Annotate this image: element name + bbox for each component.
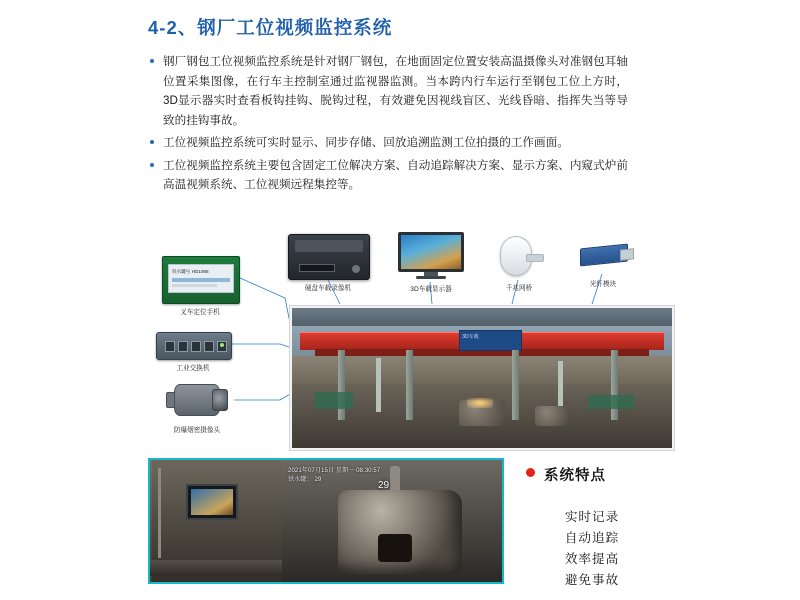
- recorder-lid: [295, 240, 363, 252]
- photo-roof: [292, 308, 672, 326]
- video-timestamp: 2021年07月15日 星期一 08:30:57: [288, 467, 381, 474]
- list-item: 效率提高: [564, 552, 620, 566]
- bridge-arm: [526, 254, 544, 262]
- bullet-list: [148, 52, 628, 198]
- monitoring-screenshot-frame: [148, 458, 504, 584]
- features-list: [526, 507, 666, 591]
- list-item: 工位视频监控系统可实时显示、同步存储、回放追溯监测工位拍摄的工作画面。: [148, 133, 628, 153]
- optical-fiber-module-device: [576, 238, 634, 272]
- forklift-screen-text: 铁水罐号 HD1088: [172, 269, 209, 274]
- photo-crane-cab: [459, 330, 522, 350]
- display-video-preview: [401, 235, 461, 269]
- module-connector: [620, 248, 634, 260]
- control-room-desk: [150, 560, 282, 576]
- photo-column: [338, 350, 345, 420]
- device-caption: 防爆烟密摄像头: [173, 427, 221, 434]
- wireless-bridge-device: [492, 234, 546, 278]
- camera-lens: [212, 389, 228, 411]
- list-item: 钢厂钢包工位视频监控系统是针对钢厂钢包，在地面固定位置安装高温摄像头对准钢包耳轴位置采集图像，在行车主控制室通过监视器监测。当本跨内行车运行至钢包工位上方时，3D显示器实时查看板钩挂钩、脱钩过程，有效避免因视线盲区、光线昏暗、指挥失当等导致的挂钩事故。: [148, 52, 628, 130]
- display-base: [416, 276, 446, 279]
- list-item: 实时记录: [564, 510, 620, 524]
- video-ladle-id: 铁水罐： 29: [288, 476, 322, 483]
- photo-column: [406, 350, 413, 420]
- system-features: [526, 464, 666, 591]
- photo-green-equipment: [315, 392, 353, 409]
- device-caption: 硬盘车载录像机: [304, 285, 352, 292]
- list-item: 自动追踪: [564, 531, 620, 545]
- crane-hall-photo: [290, 306, 674, 450]
- control-room-monitor-screen: [191, 489, 233, 515]
- photo-pipe: [558, 361, 563, 409]
- forklift-terminal-screen: [168, 264, 234, 293]
- photo-column: [611, 350, 618, 420]
- photo-column: [512, 350, 519, 420]
- photo-ladle: [535, 406, 569, 426]
- ladle-camera-view: [282, 460, 502, 582]
- explosion-proof-camera-device: [162, 380, 232, 420]
- display-frame: [398, 232, 464, 272]
- photo-molten-glow: [467, 398, 493, 408]
- recorder-slot: [299, 264, 335, 272]
- screen-bar-secondary: [172, 284, 217, 287]
- device-caption: 叉车定位手机: [180, 309, 220, 316]
- control-room-monitor: [186, 484, 238, 520]
- industrial-switch-device: [156, 332, 232, 360]
- screen-bar-primary: [172, 278, 230, 282]
- system-diagram: [140, 228, 670, 453]
- photo-cab-label: 3D车载: [462, 334, 479, 341]
- switch-led-icon: [220, 343, 224, 347]
- page-title: 4-2、钢厂工位视频监控系统: [148, 17, 393, 38]
- control-room-photo: [150, 460, 282, 582]
- device-caption: 千兆网桥: [505, 285, 533, 292]
- features-title: 系统特点: [526, 464, 666, 485]
- list-item: 工位视频监控系统主要包含固定工位解决方案、自动追踪解决方案、显示方案、内窥式炉前高温视频系统、工位视频远程集控等。: [148, 156, 628, 195]
- photo-green-equipment: [588, 395, 634, 409]
- device-caption: 光纤模块: [589, 281, 617, 288]
- device-caption: 3D车载显示器: [410, 286, 452, 293]
- control-room-rail: [158, 468, 161, 558]
- switch-ports: [165, 341, 227, 352]
- hard-disk-recorder-device: [288, 234, 370, 280]
- 3d-display-device: [398, 232, 464, 280]
- bottom-section: [148, 458, 668, 587]
- recorder-knob: [352, 265, 360, 273]
- ladle-shadow: [378, 534, 412, 562]
- device-caption: 工业交换机: [176, 365, 210, 372]
- list-item: 避免事故: [564, 573, 620, 587]
- forklift-terminal-device: [162, 256, 240, 304]
- video-overlay-number: 29: [378, 480, 390, 491]
- photo-pipe: [376, 358, 381, 411]
